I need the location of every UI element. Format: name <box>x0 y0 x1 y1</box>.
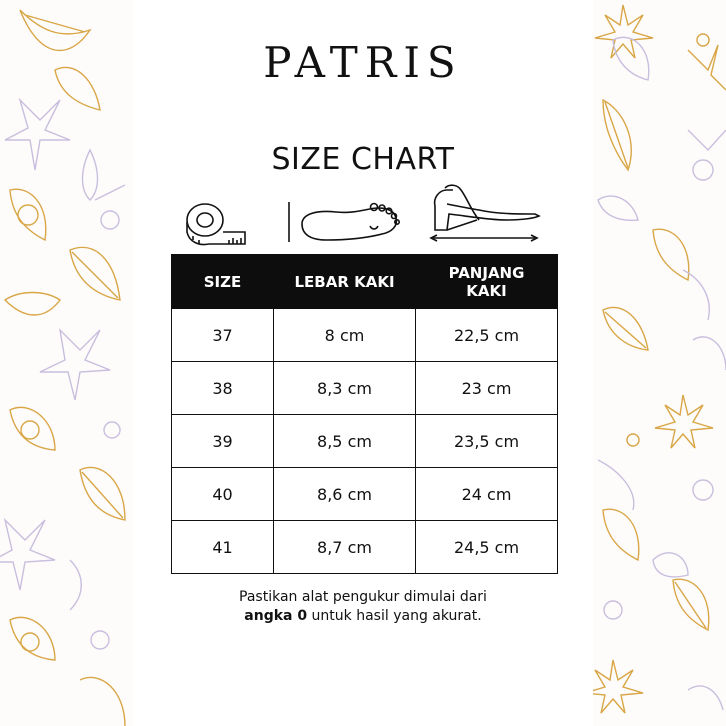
header-panjang-line2: KAKI <box>466 281 507 300</box>
cell-panjang: 23,5 cm <box>416 415 558 468</box>
table-row <box>172 362 558 415</box>
cell-lebar: 8,7 cm <box>274 521 416 574</box>
table-row <box>172 309 558 362</box>
size-table <box>171 254 558 574</box>
measurement-icons <box>133 180 593 250</box>
cell-lebar: 8,6 cm <box>274 468 416 521</box>
note-line2: untuk hasil yang akurat. <box>307 608 482 624</box>
brand-logo: PATRIS <box>263 38 463 87</box>
cell-size: 41 <box>172 521 274 574</box>
table-row <box>172 415 558 468</box>
table-row <box>172 468 558 521</box>
header-lebar-kaki: LEBAR KAKI <box>274 255 416 309</box>
foot-icon <box>286 196 406 248</box>
measuring-tape-icon <box>183 200 251 250</box>
table-header-row <box>172 255 558 309</box>
size-chart-panel <box>133 0 593 726</box>
cell-panjang: 23 cm <box>416 362 558 415</box>
cell-panjang: 24,5 cm <box>416 521 558 574</box>
page-title: SIZE CHART <box>271 142 455 177</box>
header-panjang-kaki <box>416 255 558 309</box>
measurement-note <box>133 588 593 626</box>
floral-border-right <box>593 0 726 726</box>
cell-size: 37 <box>172 309 274 362</box>
cell-size: 38 <box>172 362 274 415</box>
note-bold: angka 0 <box>244 608 308 624</box>
cell-panjang: 24 cm <box>416 468 558 521</box>
header-size: SIZE <box>172 255 274 309</box>
cell-size: 39 <box>172 415 274 468</box>
slingback-heel-icon <box>427 180 549 250</box>
cell-size: 40 <box>172 468 274 521</box>
floral-border-left <box>0 0 133 726</box>
note-line1: Pastikan alat pengukur dimulai dari <box>239 589 487 605</box>
floral-pattern-right <box>593 0 726 726</box>
table-row <box>172 521 558 574</box>
header-panjang-line1: PANJANG <box>448 263 525 282</box>
cell-lebar: 8,5 cm <box>274 415 416 468</box>
cell-lebar: 8,3 cm <box>274 362 416 415</box>
cell-panjang: 22,5 cm <box>416 309 558 362</box>
cell-lebar: 8 cm <box>274 309 416 362</box>
floral-pattern-left <box>0 0 133 726</box>
